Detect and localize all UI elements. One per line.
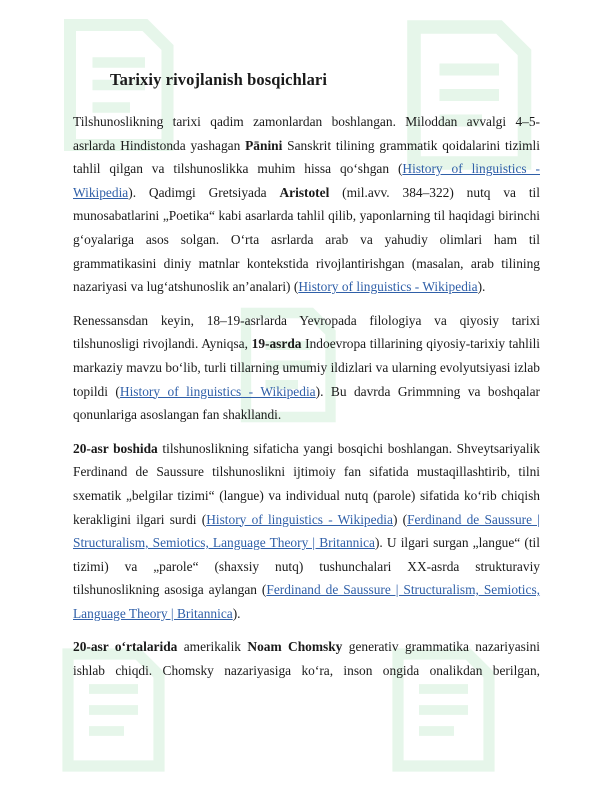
link-saussure-britannica[interactable]: Ferdinand de Saussure | Structuralism, Semiotics, Language Theory | Britannica <box>73 511 540 551</box>
bold-term: 20-asr boshida <box>73 440 158 456</box>
document-body <box>73 70 540 693</box>
link-history-of-linguistics[interactable]: History of linguistics - Wikipedia <box>73 161 540 200</box>
paragraph-2: Renessansdan keyin, 18–19-asrlarda Yevropada filologiya va qiyosiy tarixi tilshunosligi rivojlandi. Ayniqsa, 19-asrda Indoevropa tillarining qiyosiy-tarixiy tahlili markaziy mavzu bo‘lib, turli tillarning umumiy ildizlari va ularning evolyutsiyasi izlab topildi (History of linguistics - Wikipedia). Bu davrda Grimmning va boshqalar qonunlariga asoslangan fan shakllandi. <box>73 312 541 423</box>
bold-term: 19-asrda <box>251 336 302 352</box>
link-saussure-britannica[interactable]: Ferdinand de Saussure | Structuralism, Semiotics, Language Theory | Britannica <box>73 582 541 621</box>
bold-term: Pānini <box>245 137 283 153</box>
link-history-of-linguistics[interactable]: History of linguistics - Wikipedia <box>119 383 316 399</box>
page-title: Tarixiy rivojlanish bosqichlari <box>110 70 328 89</box>
paragraph-1: Tilshunoslikning tarixi qadim zamonlardan boshlangan. Miloddan avvalgi 4–5-asrlarda Hindistonda yashagan Pānini Sanskrit tilining grammatik qoidalarini tizimli tahlil qilgan va tilshunoslikka muhim hissa qo‘shgan (History of linguistics - Wikipedia). Qadimgi Gretsiyada Aristotel (mil.avv. 384–322) nutq va til munosabatlarini „Poetika“ kabi asarlarda tahlil qilib, yaponlarning til haqidagi birinchi g‘oyalariga asos solgan. O‘rta asrlarda arab va yahudiy olimlari ham til grammatikasini diniy matnlar kontekstida rivojlantirishgan (masalan, arab tilining nazariyasi va lug‘atshunoslik an’analari) (History of linguistics - Wikipedia). <box>73 114 540 295</box>
link-history-of-linguistics[interactable]: History of linguistics - Wikipedia <box>206 511 393 527</box>
link-history-of-linguistics[interactable]: History of linguistics - Wikipedia <box>298 279 478 295</box>
paragraph-3: 20-asr boshida tilshunoslikning sifaticha yangi bosqichi boshlangan. Shveytsariyalik Ferdinand de Saussure tilshunoslikni ijtimoiy fan sifatida mustaqillashtirib, tilni sxematik „belgilar tizimi“ (langue) va individual nutq (parole) sifatida ko‘rib chiqish kerakligini ilgari surdi (History of linguistics - Wikipedia) (Ferdinand de Saussure | Structuralism, Semiotics, Language Theory | Britannica). U ilgari surgan „langue“ (til tizimi) va „parole“ (shaxsiy nutq) tushunchalari XX-asrda strukturaviy tilshunoslikning asosiga aylangan (Ferdinand de Saussure | Structuralism, Semiotics, Language Theory | Britannica). <box>73 440 541 621</box>
bold-term: 20-asr o‘rtalarida <box>73 639 178 655</box>
paragraph-4: 20-asr o‘rtalarida amerikalik Noam Chomsky generativ grammatika nazariyasini ishlab chiqdi. Chomsky nazariyasiga ko‘ra, inson ongida onalikdan berilgan, <box>73 639 540 679</box>
bold-term: Aristotel <box>279 184 330 200</box>
bold-term: Noam Chomsky <box>247 639 343 655</box>
